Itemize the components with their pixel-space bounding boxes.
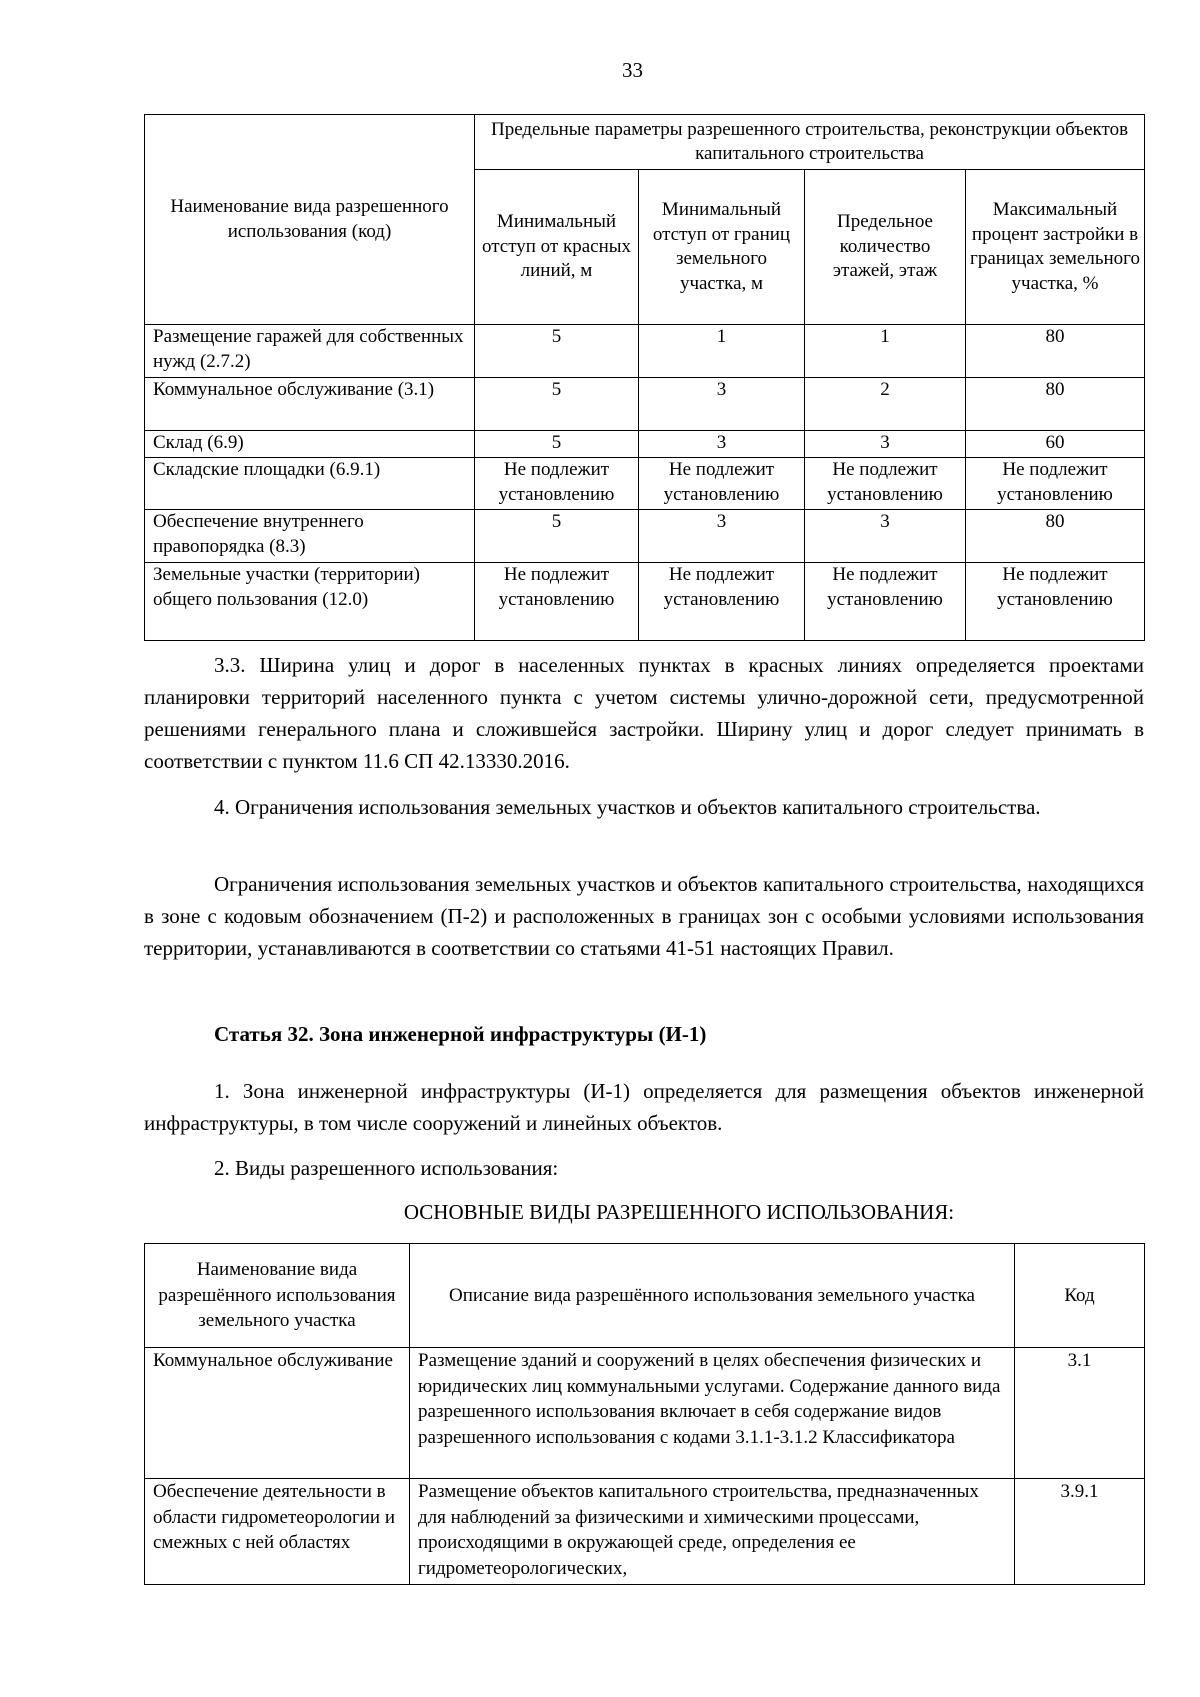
row-name: Складские площадки (6.9.1) <box>145 458 475 510</box>
table-row <box>145 431 1145 458</box>
row-name: Коммунальное обслуживание (3.1) <box>145 378 475 431</box>
cell-value: Не подлежит установлению <box>475 458 639 510</box>
table-row <box>145 378 1145 431</box>
table-row <box>145 563 1145 641</box>
header-max-percent: Максимальный процент застройки в границах земельного участка, % <box>966 170 1145 325</box>
cell-value: Не подлежит установлению <box>805 563 966 641</box>
cell-value: 3 <box>639 378 805 431</box>
cell-value: Не подлежит установлению <box>805 458 966 510</box>
table-row <box>145 1348 1145 1479</box>
header-usage-description: Описание вида разрешённого использования земельного участка <box>410 1244 1015 1348</box>
cell-value: 3 <box>805 510 966 563</box>
usage-description: Размещение зданий и сооружений в целях обеспечения физических и юридических лиц коммунальными услугами. Содержание данного вида разрешенного использования включает в себя содержание видов разрешенного использования с кодами 3.1.1-3.1.2 Классификатора <box>410 1348 1015 1479</box>
row-name: Земельные участки (территории) общего пользования (12.0) <box>145 563 475 641</box>
cell-value: 3 <box>639 510 805 563</box>
table-row <box>145 458 1145 510</box>
row-name: Склад (6.9) <box>145 431 475 458</box>
cell-value: 5 <box>475 325 639 378</box>
paragraph-3-3: 3.3. Ширина улиц и дорог в населенных пунктах в красных линиях определяется проектами планировки территорий населенного пункта с учетом системы улично-дорожной сети, предусмотренной решениями генерального плана и сложившейся застройки. Ширину улиц и дорог следует принимать в соответствии с пунктом 11.6 СП 42.13330.2016. <box>144 653 1144 773</box>
cell-value: 60 <box>966 431 1145 458</box>
usage-types-table <box>144 1243 1145 1585</box>
cell-value: Не подлежит установлению <box>639 563 805 641</box>
header-group: Предельные параметры разрешенного строительства, реконструкции объектов капитального строительства <box>475 115 1145 170</box>
cell-value: 5 <box>475 510 639 563</box>
cell-value: Не подлежит установлению <box>966 563 1145 641</box>
header-usage-name: Наименование вида разрешённого использования земельного участка <box>145 1244 410 1348</box>
usage-code: 3.9.1 <box>1015 1479 1145 1585</box>
cell-value: 5 <box>475 378 639 431</box>
header-floors: Предельное количество этажей, этаж <box>805 170 966 325</box>
header-min-border: Минимальный отступ от границ земельного участка, м <box>639 170 805 325</box>
paragraph-usage-types: 2. Виды разрешенного использования: <box>214 1156 559 1180</box>
cell-value: 80 <box>966 378 1145 431</box>
row-name: Размещение гаражей для собственных нужд (2.7.2) <box>145 325 475 378</box>
cell-value: 1 <box>639 325 805 378</box>
usage-description: Размещение объектов капитального строительства, предназначенных для наблюдений за физическими и химическими процессами, происходящими в окружающей среде, определения ее гидрометеорологических, <box>410 1479 1015 1585</box>
cell-value: 80 <box>966 510 1145 563</box>
cell-value: 5 <box>475 431 639 458</box>
paragraph-zone-definition: 1. Зона инженерной инфраструктуры (И-1) определяется для размещения объектов инженерной инфраструктуры, в том числе сооружений и линейных объектов. <box>144 1079 1144 1135</box>
row-name: Обеспечение внутреннего правопорядка (8.3) <box>145 510 475 563</box>
usage-code: 3.1 <box>1015 1348 1145 1479</box>
header-min-red-line: Минимальный отступ от красных линий, м <box>475 170 639 325</box>
paragraph-restrictions: Ограничения использования земельных участков и объектов капитального строительства, находящихся в зоне с кодовым обозначением (П-2) и расположенных в границах зон с особыми условиями использования территории, устанавливаются в соответствии со статьями 41-51 настоящих Правил. <box>144 872 1144 960</box>
cell-value: 2 <box>805 378 966 431</box>
cell-value: 3 <box>639 431 805 458</box>
cell-value: 80 <box>966 325 1145 378</box>
header-name-col: Наименование вида разрешенного использования (код) <box>145 115 475 325</box>
paragraph-4: 4. Ограничения использования земельных участков и объектов капитального строительства. <box>214 795 1041 819</box>
cell-value: Не подлежит установлению <box>475 563 639 641</box>
limit-parameters-table <box>144 114 1145 641</box>
table-caption: ОСНОВНЫЕ ВИДЫ РАЗРЕШЕННОГО ИСПОЛЬЗОВАНИЯ: <box>403 1200 955 1224</box>
header-code: Код <box>1015 1244 1145 1348</box>
table-row <box>145 325 1145 378</box>
cell-value: Не подлежит установлению <box>966 458 1145 510</box>
usage-name: Обеспечение деятельности в области гидрометеорологии и смежных с ней областях <box>145 1479 410 1585</box>
cell-value: Не подлежит установлению <box>639 458 805 510</box>
cell-value: 1 <box>805 325 966 378</box>
article-heading: Статья 32. Зона инженерной инфраструктуры (И-1) <box>214 1022 707 1046</box>
table-row <box>145 510 1145 563</box>
usage-name: Коммунальное обслуживание <box>145 1348 410 1479</box>
page-number: 33 <box>622 58 643 82</box>
cell-value: 3 <box>805 431 966 458</box>
table-row <box>145 1479 1145 1585</box>
